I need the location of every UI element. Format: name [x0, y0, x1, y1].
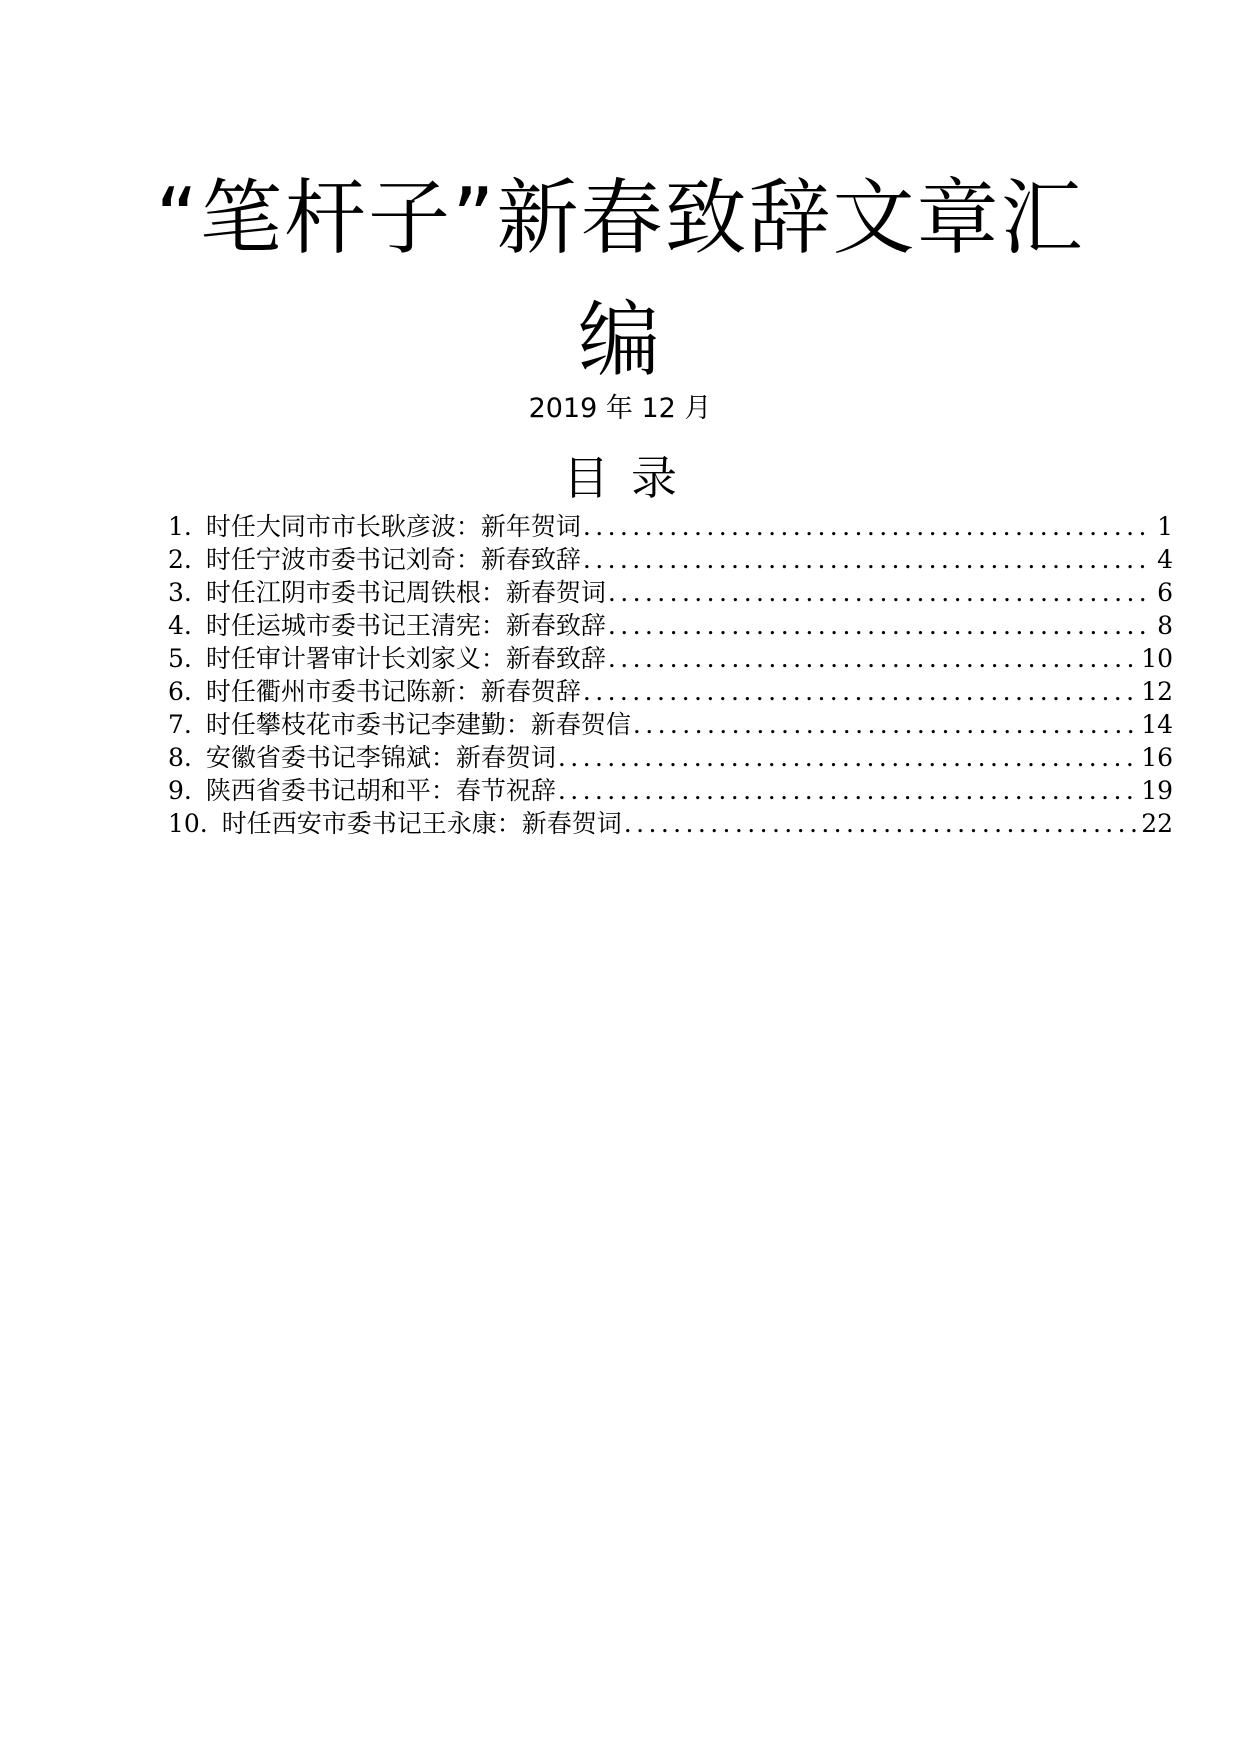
toc-entry[interactable]: [168, 609, 1173, 642]
toc-entry-title: 时任攀枝花市委书记李建勤：新春贺信: [205, 710, 631, 739]
toc-entry-page: 12: [1141, 677, 1173, 706]
toc-entry-title: 时任衢州市委书记陈新：新春贺辞: [205, 677, 581, 706]
toc-dot-leader: [556, 741, 1137, 774]
toc-entry-page: 4: [1157, 545, 1173, 574]
toc-entry-number: 8.: [168, 743, 192, 772]
toc-dot-leader: [606, 609, 1153, 642]
toc-entry-number: 1.: [168, 512, 192, 541]
toc-entry-page: 6: [1157, 578, 1173, 607]
toc-dot-leader: [622, 807, 1137, 840]
toc-entry-title: 时任江阴市委书记周铁根：新春贺词: [205, 578, 606, 607]
toc-entry-page: 10: [1141, 644, 1173, 673]
toc-entry-page: 16: [1141, 743, 1173, 772]
toc-entry-number: 7.: [168, 710, 192, 739]
toc-entry[interactable]: [168, 708, 1173, 741]
toc-entry-number: 9.: [168, 776, 192, 805]
document-title-line-2: 编: [577, 293, 662, 388]
toc-dot-leader: [556, 774, 1137, 807]
toc-entry[interactable]: [168, 510, 1173, 543]
toc-entry-number: 5.: [168, 644, 192, 673]
toc-dot-leader: [631, 708, 1137, 741]
toc-entry-title: 陕西省委书记胡和平：春节祝辞: [205, 776, 556, 805]
toc-entry-title: 时任审计署审计长刘家义：新春致辞: [205, 644, 606, 673]
toc-dot-leader: [581, 543, 1153, 576]
toc-entry-title: 安徽省委书记李锦斌：新春贺词: [205, 743, 556, 772]
toc-dot-leader: [581, 675, 1137, 708]
table-of-contents: [168, 510, 1173, 840]
toc-entry-number: 4.: [168, 611, 192, 640]
toc-entry-page: 1: [1157, 512, 1173, 541]
toc-entry-title: 时任西安市委书记王永康：新春贺词: [221, 809, 622, 838]
toc-entry[interactable]: [168, 741, 1173, 774]
toc-entry[interactable]: [168, 642, 1173, 675]
toc-entry[interactable]: [168, 675, 1173, 708]
toc-entry[interactable]: [168, 774, 1173, 807]
toc-entry[interactable]: [168, 543, 1173, 576]
toc-entry-page: 22: [1141, 809, 1173, 838]
toc-entry[interactable]: [168, 807, 1173, 840]
toc-dot-leader: [606, 576, 1153, 609]
toc-entry[interactable]: [168, 576, 1173, 609]
toc-entry-title: 时任大同市市长耿彦波：新年贺词: [205, 512, 581, 541]
toc-entry-title: 时任运城市委书记王清宪：新春致辞: [205, 611, 606, 640]
toc-entry-number: 2.: [168, 545, 192, 574]
toc-entry-page: 19: [1141, 776, 1173, 805]
document-title-line-1: “笔杆子”新春致辞文章汇: [155, 171, 1085, 266]
toc-entry-number: 3.: [168, 578, 192, 607]
document-date: 2019 年 12 月: [528, 393, 712, 424]
toc-entry-number: 10.: [168, 809, 208, 838]
toc-dot-leader: [606, 642, 1137, 675]
toc-entry-number: 6.: [168, 677, 192, 706]
toc-entry-page: 8: [1157, 611, 1173, 640]
toc-entry-title: 时任宁波市委书记刘奇：新春致辞: [205, 545, 581, 574]
toc-heading: 目录: [563, 451, 699, 505]
toc-entry-page: 14: [1141, 710, 1173, 739]
toc-dot-leader: [581, 510, 1153, 543]
